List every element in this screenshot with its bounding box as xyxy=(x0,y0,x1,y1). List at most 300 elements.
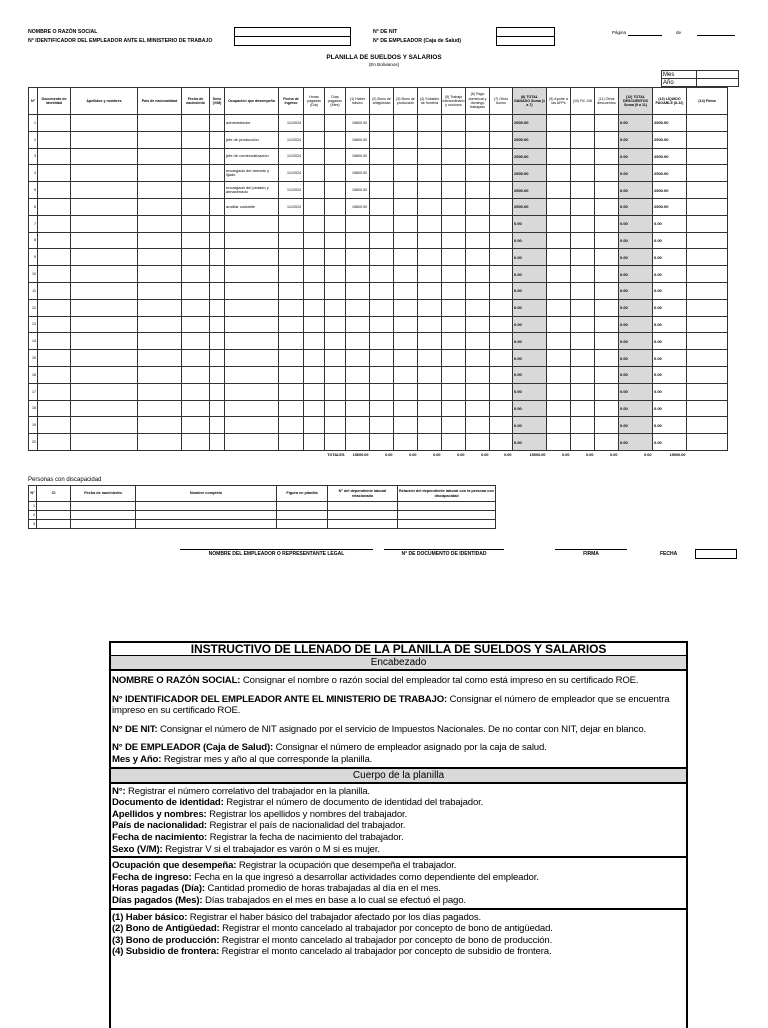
table-cell[interactable] xyxy=(71,417,138,434)
table-cell[interactable] xyxy=(138,115,182,132)
table-cell[interactable] xyxy=(138,400,182,417)
table-cell[interactable] xyxy=(466,350,490,367)
table-cell[interactable] xyxy=(490,232,513,249)
table-cell[interactable] xyxy=(370,266,394,283)
table-cell[interactable] xyxy=(304,165,325,182)
table-cell[interactable] xyxy=(370,299,394,316)
table-cell[interactable] xyxy=(418,417,442,434)
firma-cell[interactable] xyxy=(687,282,728,299)
table-cell[interactable] xyxy=(394,299,418,316)
table-cell[interactable] xyxy=(595,115,619,132)
table-cell[interactable] xyxy=(490,182,513,199)
table-cell[interactable] xyxy=(571,249,595,266)
table-cell[interactable] xyxy=(325,165,346,182)
table-cell[interactable] xyxy=(138,383,182,400)
table-cell[interactable] xyxy=(325,266,346,283)
table-cell[interactable] xyxy=(442,232,466,249)
table-cell[interactable] xyxy=(71,333,138,350)
table-cell[interactable] xyxy=(442,165,466,182)
table-cell[interactable] xyxy=(466,299,490,316)
table-cell[interactable] xyxy=(71,350,138,367)
table-cell[interactable] xyxy=(490,299,513,316)
fecha-ingreso-cell[interactable]: 1/1/2024 xyxy=(279,165,304,182)
table-cell[interactable] xyxy=(571,282,595,299)
ocupacion-cell[interactable] xyxy=(225,266,279,283)
table-cell[interactable] xyxy=(38,434,71,451)
table-cell[interactable] xyxy=(370,333,394,350)
table-cell[interactable] xyxy=(304,434,325,451)
haber-basico-cell[interactable] xyxy=(346,232,370,249)
table-cell[interactable] xyxy=(442,198,466,215)
table-cell[interactable] xyxy=(370,148,394,165)
table-cell[interactable] xyxy=(210,232,225,249)
table-cell[interactable] xyxy=(466,434,490,451)
table-cell[interactable] xyxy=(370,232,394,249)
table-cell[interactable] xyxy=(595,316,619,333)
table-cell[interactable] xyxy=(138,131,182,148)
table-cell[interactable] xyxy=(571,299,595,316)
firma-cell[interactable] xyxy=(687,383,728,400)
table-cell[interactable] xyxy=(370,249,394,266)
table-cell[interactable] xyxy=(304,333,325,350)
table-cell[interactable] xyxy=(490,215,513,232)
table-cell[interactable] xyxy=(394,366,418,383)
table-cell[interactable] xyxy=(370,366,394,383)
empleador-caja-input[interactable] xyxy=(496,36,555,46)
table-cell[interactable] xyxy=(210,115,225,132)
table-cell[interactable] xyxy=(571,131,595,148)
table-cell[interactable] xyxy=(466,115,490,132)
table-cell[interactable] xyxy=(490,417,513,434)
table-cell[interactable] xyxy=(595,434,619,451)
ocupacion-cell[interactable] xyxy=(225,417,279,434)
table-cell[interactable] xyxy=(595,282,619,299)
table-cell[interactable] xyxy=(182,131,210,148)
fecha-ingreso-cell[interactable]: 1/1/2024 xyxy=(279,182,304,199)
mes-input[interactable] xyxy=(697,71,739,79)
table-cell[interactable] xyxy=(38,299,71,316)
table-cell[interactable] xyxy=(595,266,619,283)
ocupacion-cell[interactable] xyxy=(225,400,279,417)
table-cell[interactable] xyxy=(547,400,571,417)
fecha-ingreso-cell[interactable] xyxy=(279,232,304,249)
firma-cell[interactable] xyxy=(687,434,728,451)
disability-cell[interactable] xyxy=(328,511,398,520)
firma-cell[interactable] xyxy=(687,165,728,182)
table-cell[interactable] xyxy=(182,383,210,400)
table-cell[interactable] xyxy=(571,232,595,249)
table-cell[interactable] xyxy=(370,131,394,148)
firma-cell[interactable] xyxy=(687,299,728,316)
table-cell[interactable] xyxy=(210,366,225,383)
table-cell[interactable] xyxy=(466,131,490,148)
table-cell[interactable] xyxy=(210,383,225,400)
table-cell[interactable] xyxy=(38,383,71,400)
table-cell[interactable] xyxy=(418,115,442,132)
table-cell[interactable] xyxy=(571,165,595,182)
table-cell[interactable] xyxy=(418,249,442,266)
table-cell[interactable] xyxy=(71,400,138,417)
firma-cell[interactable] xyxy=(687,115,728,132)
table-cell[interactable] xyxy=(71,182,138,199)
firma-cell[interactable] xyxy=(687,198,728,215)
firma-cell[interactable] xyxy=(687,350,728,367)
table-cell[interactable] xyxy=(418,131,442,148)
table-cell[interactable] xyxy=(182,299,210,316)
table-cell[interactable] xyxy=(547,434,571,451)
table-cell[interactable] xyxy=(325,215,346,232)
table-cell[interactable] xyxy=(182,115,210,132)
table-cell[interactable] xyxy=(325,400,346,417)
ocupacion-cell[interactable] xyxy=(225,232,279,249)
table-cell[interactable] xyxy=(442,249,466,266)
table-cell[interactable] xyxy=(182,316,210,333)
table-cell[interactable] xyxy=(210,316,225,333)
disability-cell[interactable] xyxy=(398,502,496,511)
disability-cell[interactable] xyxy=(37,520,71,529)
table-cell[interactable] xyxy=(394,434,418,451)
table-cell[interactable] xyxy=(595,215,619,232)
fecha-ingreso-cell[interactable]: 1/1/2024 xyxy=(279,131,304,148)
table-cell[interactable] xyxy=(210,417,225,434)
table-cell[interactable] xyxy=(442,350,466,367)
table-cell[interactable] xyxy=(38,400,71,417)
table-cell[interactable] xyxy=(71,232,138,249)
table-cell[interactable] xyxy=(571,333,595,350)
table-cell[interactable] xyxy=(490,400,513,417)
ocupacion-cell[interactable] xyxy=(225,316,279,333)
table-cell[interactable] xyxy=(71,131,138,148)
table-cell[interactable] xyxy=(138,266,182,283)
table-cell[interactable] xyxy=(210,182,225,199)
table-cell[interactable] xyxy=(325,299,346,316)
table-cell[interactable] xyxy=(71,434,138,451)
table-cell[interactable] xyxy=(370,350,394,367)
table-cell[interactable] xyxy=(138,215,182,232)
ocupacion-cell[interactable] xyxy=(225,350,279,367)
ocupacion-cell[interactable] xyxy=(225,282,279,299)
table-cell[interactable] xyxy=(304,198,325,215)
table-cell[interactable] xyxy=(490,165,513,182)
fecha-ingreso-cell[interactable] xyxy=(279,282,304,299)
table-cell[interactable] xyxy=(571,115,595,132)
table-cell[interactable] xyxy=(370,165,394,182)
table-cell[interactable] xyxy=(394,316,418,333)
table-cell[interactable] xyxy=(210,299,225,316)
table-cell[interactable] xyxy=(418,232,442,249)
fecha-ingreso-cell[interactable] xyxy=(279,350,304,367)
table-cell[interactable] xyxy=(304,115,325,132)
ocupacion-cell[interactable]: encargado del armado y lijado xyxy=(225,165,279,182)
table-cell[interactable] xyxy=(466,182,490,199)
table-cell[interactable] xyxy=(547,366,571,383)
table-cell[interactable] xyxy=(370,417,394,434)
table-cell[interactable] xyxy=(571,383,595,400)
table-cell[interactable] xyxy=(71,366,138,383)
table-cell[interactable] xyxy=(490,383,513,400)
table-cell[interactable] xyxy=(394,400,418,417)
table-cell[interactable] xyxy=(325,350,346,367)
table-cell[interactable] xyxy=(138,434,182,451)
table-cell[interactable] xyxy=(38,198,71,215)
haber-basico-cell[interactable] xyxy=(346,266,370,283)
ocupacion-cell[interactable] xyxy=(225,299,279,316)
disability-cell[interactable] xyxy=(136,520,277,529)
table-cell[interactable] xyxy=(325,282,346,299)
table-cell[interactable] xyxy=(547,266,571,283)
fecha-ingreso-cell[interactable]: 1/1/2024 xyxy=(279,198,304,215)
firma-cell[interactable] xyxy=(687,333,728,350)
haber-basico-cell[interactable] xyxy=(346,299,370,316)
table-cell[interactable] xyxy=(182,333,210,350)
table-cell[interactable] xyxy=(71,215,138,232)
table-cell[interactable] xyxy=(442,115,466,132)
table-cell[interactable] xyxy=(490,148,513,165)
ocupacion-cell[interactable]: encargado del pintado y almacenado xyxy=(225,182,279,199)
table-cell[interactable] xyxy=(394,266,418,283)
table-cell[interactable] xyxy=(571,316,595,333)
table-cell[interactable] xyxy=(394,249,418,266)
fecha-ingreso-cell[interactable] xyxy=(279,249,304,266)
haber-basico-cell[interactable]: 15600.00 xyxy=(346,115,370,132)
firma-cell[interactable] xyxy=(687,249,728,266)
table-cell[interactable] xyxy=(304,182,325,199)
haber-basico-cell[interactable] xyxy=(346,383,370,400)
table-cell[interactable] xyxy=(547,350,571,367)
table-cell[interactable] xyxy=(325,131,346,148)
table-cell[interactable] xyxy=(370,316,394,333)
table-cell[interactable] xyxy=(38,316,71,333)
table-cell[interactable] xyxy=(547,165,571,182)
table-cell[interactable] xyxy=(595,366,619,383)
table-cell[interactable] xyxy=(571,400,595,417)
table-cell[interactable] xyxy=(304,148,325,165)
table-cell[interactable] xyxy=(210,148,225,165)
table-cell[interactable] xyxy=(370,198,394,215)
table-cell[interactable] xyxy=(442,266,466,283)
table-cell[interactable] xyxy=(210,131,225,148)
table-cell[interactable] xyxy=(394,182,418,199)
table-cell[interactable] xyxy=(370,282,394,299)
haber-basico-cell[interactable] xyxy=(346,417,370,434)
table-cell[interactable] xyxy=(490,198,513,215)
table-cell[interactable] xyxy=(418,182,442,199)
table-cell[interactable] xyxy=(547,299,571,316)
table-cell[interactable] xyxy=(38,333,71,350)
table-cell[interactable] xyxy=(304,366,325,383)
table-cell[interactable] xyxy=(418,165,442,182)
table-cell[interactable] xyxy=(394,115,418,132)
table-cell[interactable] xyxy=(182,249,210,266)
table-cell[interactable] xyxy=(490,131,513,148)
disability-cell[interactable] xyxy=(71,520,136,529)
table-cell[interactable] xyxy=(466,417,490,434)
table-cell[interactable] xyxy=(304,249,325,266)
table-cell[interactable] xyxy=(182,182,210,199)
fecha-ingreso-cell[interactable] xyxy=(279,215,304,232)
ocupacion-cell[interactable] xyxy=(225,434,279,451)
table-cell[interactable] xyxy=(418,400,442,417)
table-cell[interactable] xyxy=(394,232,418,249)
table-cell[interactable] xyxy=(182,400,210,417)
pagina-input[interactable] xyxy=(628,29,662,36)
table-cell[interactable] xyxy=(138,333,182,350)
table-cell[interactable] xyxy=(182,366,210,383)
haber-basico-cell[interactable] xyxy=(346,249,370,266)
table-cell[interactable] xyxy=(370,182,394,199)
table-cell[interactable] xyxy=(490,282,513,299)
anio-input[interactable] xyxy=(697,79,739,87)
table-cell[interactable] xyxy=(38,417,71,434)
table-cell[interactable] xyxy=(466,148,490,165)
table-cell[interactable] xyxy=(370,215,394,232)
table-cell[interactable] xyxy=(442,282,466,299)
table-cell[interactable] xyxy=(394,131,418,148)
table-cell[interactable] xyxy=(547,282,571,299)
table-cell[interactable] xyxy=(571,266,595,283)
table-cell[interactable] xyxy=(595,182,619,199)
table-cell[interactable] xyxy=(210,333,225,350)
table-cell[interactable] xyxy=(71,299,138,316)
table-cell[interactable] xyxy=(547,215,571,232)
table-cell[interactable] xyxy=(595,198,619,215)
table-cell[interactable] xyxy=(210,215,225,232)
table-cell[interactable] xyxy=(182,417,210,434)
fecha-ingreso-cell[interactable]: 1/1/2024 xyxy=(279,115,304,132)
table-cell[interactable] xyxy=(418,282,442,299)
table-cell[interactable] xyxy=(547,232,571,249)
table-cell[interactable] xyxy=(304,316,325,333)
table-cell[interactable] xyxy=(547,316,571,333)
firma-cell[interactable] xyxy=(687,400,728,417)
fecha-ingreso-cell[interactable] xyxy=(279,366,304,383)
table-cell[interactable] xyxy=(182,198,210,215)
disability-cell[interactable] xyxy=(136,511,277,520)
table-cell[interactable] xyxy=(38,249,71,266)
table-cell[interactable] xyxy=(325,383,346,400)
table-cell[interactable] xyxy=(38,115,71,132)
table-cell[interactable] xyxy=(325,198,346,215)
table-cell[interactable] xyxy=(442,148,466,165)
table-cell[interactable] xyxy=(595,333,619,350)
haber-basico-cell[interactable] xyxy=(346,400,370,417)
table-cell[interactable] xyxy=(418,198,442,215)
table-cell[interactable] xyxy=(490,266,513,283)
table-cell[interactable] xyxy=(571,148,595,165)
firma-cell[interactable] xyxy=(687,266,728,283)
table-cell[interactable] xyxy=(304,215,325,232)
firma-cell[interactable] xyxy=(687,366,728,383)
table-cell[interactable] xyxy=(442,316,466,333)
disability-cell[interactable] xyxy=(277,511,328,520)
disability-cell[interactable] xyxy=(328,520,398,529)
table-cell[interactable] xyxy=(547,148,571,165)
table-cell[interactable] xyxy=(418,333,442,350)
table-cell[interactable] xyxy=(304,383,325,400)
table-cell[interactable] xyxy=(418,350,442,367)
haber-basico-cell[interactable]: 15600.00 xyxy=(346,165,370,182)
ocupacion-cell[interactable]: administrador xyxy=(225,115,279,132)
table-cell[interactable] xyxy=(370,400,394,417)
table-cell[interactable] xyxy=(325,366,346,383)
table-cell[interactable] xyxy=(595,148,619,165)
table-cell[interactable] xyxy=(325,232,346,249)
table-cell[interactable] xyxy=(466,400,490,417)
table-cell[interactable] xyxy=(38,232,71,249)
table-cell[interactable] xyxy=(547,333,571,350)
table-cell[interactable] xyxy=(418,148,442,165)
table-cell[interactable] xyxy=(38,282,71,299)
table-cell[interactable] xyxy=(138,350,182,367)
table-cell[interactable] xyxy=(304,282,325,299)
table-cell[interactable] xyxy=(182,165,210,182)
table-cell[interactable] xyxy=(71,316,138,333)
table-cell[interactable] xyxy=(71,148,138,165)
table-cell[interactable] xyxy=(442,299,466,316)
table-cell[interactable] xyxy=(138,198,182,215)
table-cell[interactable] xyxy=(138,249,182,266)
disability-cell[interactable] xyxy=(37,511,71,520)
ocupacion-cell[interactable] xyxy=(225,383,279,400)
table-cell[interactable] xyxy=(138,417,182,434)
table-cell[interactable] xyxy=(210,165,225,182)
table-cell[interactable] xyxy=(304,131,325,148)
table-cell[interactable] xyxy=(418,215,442,232)
table-cell[interactable] xyxy=(38,148,71,165)
table-cell[interactable] xyxy=(38,215,71,232)
disability-cell[interactable] xyxy=(37,502,71,511)
firma-cell[interactable] xyxy=(687,232,728,249)
table-cell[interactable] xyxy=(71,115,138,132)
firma-cell[interactable] xyxy=(687,148,728,165)
table-cell[interactable] xyxy=(442,434,466,451)
table-cell[interactable] xyxy=(466,232,490,249)
table-cell[interactable] xyxy=(304,266,325,283)
table-cell[interactable] xyxy=(394,215,418,232)
ocupacion-cell[interactable]: auxiliar contable xyxy=(225,198,279,215)
table-cell[interactable] xyxy=(595,249,619,266)
haber-basico-cell[interactable] xyxy=(346,215,370,232)
table-cell[interactable] xyxy=(547,249,571,266)
table-cell[interactable] xyxy=(595,232,619,249)
table-cell[interactable] xyxy=(571,417,595,434)
table-cell[interactable] xyxy=(595,417,619,434)
fecha-ingreso-cell[interactable] xyxy=(279,400,304,417)
table-cell[interactable] xyxy=(418,366,442,383)
table-cell[interactable] xyxy=(71,383,138,400)
table-cell[interactable] xyxy=(595,165,619,182)
disability-cell[interactable] xyxy=(277,520,328,529)
table-cell[interactable] xyxy=(182,282,210,299)
table-cell[interactable] xyxy=(38,266,71,283)
table-cell[interactable] xyxy=(394,148,418,165)
table-cell[interactable] xyxy=(571,198,595,215)
haber-basico-cell[interactable] xyxy=(346,350,370,367)
table-cell[interactable] xyxy=(394,282,418,299)
haber-basico-cell[interactable] xyxy=(346,366,370,383)
table-cell[interactable] xyxy=(547,131,571,148)
table-cell[interactable] xyxy=(466,383,490,400)
disability-cell[interactable] xyxy=(71,502,136,511)
table-cell[interactable] xyxy=(182,215,210,232)
table-cell[interactable] xyxy=(370,434,394,451)
table-cell[interactable] xyxy=(38,182,71,199)
ocupacion-cell[interactable] xyxy=(225,366,279,383)
table-cell[interactable] xyxy=(138,282,182,299)
haber-basico-cell[interactable]: 15600.00 xyxy=(346,198,370,215)
table-cell[interactable] xyxy=(490,366,513,383)
table-cell[interactable] xyxy=(71,198,138,215)
